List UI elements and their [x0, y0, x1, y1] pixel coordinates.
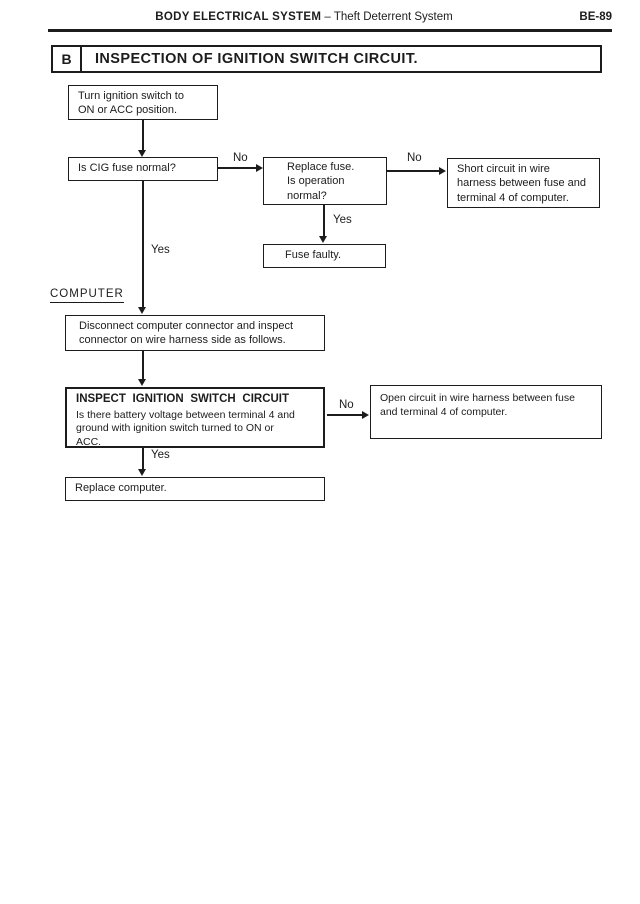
arrowhead-right-icon: [256, 164, 263, 172]
connector-replace-fuse-to-short-circuit: [387, 170, 440, 172]
arrowhead-down-icon: [319, 236, 327, 243]
connector-inspect-to-open-circuit: [327, 414, 363, 416]
flow-node-line: terminal 4 of computer.: [457, 191, 569, 204]
flow-node-fuse-faulty: [263, 244, 386, 268]
connector-inspect-to-replace-computer: [142, 448, 144, 470]
edge-label-no: No: [407, 152, 422, 164]
flow-node-line: Is there battery voltage between terminal 4 and: [76, 408, 295, 421]
flow-node-line: normal?: [287, 189, 327, 202]
flow-node-line: Replace fuse.: [287, 160, 355, 173]
flow-node-line: Disconnect computer connector and inspect: [79, 319, 294, 332]
header-dash: –: [324, 11, 331, 23]
flow-node-line: ACC.: [76, 435, 102, 448]
flow-node-line: ground with ignition switch turned to ON or: [76, 422, 274, 434]
flow-node-cig-fuse-check: [68, 157, 218, 181]
edge-label-no: No: [233, 152, 248, 164]
flow-node-short-circuit: [447, 158, 600, 208]
flow-node-line: ON or ACC position.: [78, 104, 178, 116]
flow-node-line: Fuse faulty.: [285, 249, 342, 261]
header-section-title: BODY ELECTRICAL SYSTEM: [155, 11, 322, 23]
flow-node-disconnect-computer: [65, 315, 325, 351]
arrowhead-right-icon: [362, 411, 369, 419]
header-title: [48, 11, 560, 23]
connector-cig-to-replace-fuse: [218, 167, 257, 169]
page-header: [48, 11, 612, 29]
connector-disconnect-to-inspect: [142, 351, 144, 380]
arrowhead-down-icon: [138, 150, 146, 157]
flow-node-line: Is CIG fuse normal?: [78, 162, 176, 174]
connector-turn-to-cig: [142, 120, 144, 151]
header-rule: [48, 29, 612, 32]
section-label-computer: COMPUTER: [50, 288, 124, 303]
edge-label-yes: Yes: [151, 449, 170, 461]
procedure-title: INSPECTION OF IGNITION SWITCH CIRCUIT.: [95, 51, 418, 67]
flow-node-replace-fuse: [263, 157, 387, 205]
flow-node-line: and terminal 4 of computer.: [380, 405, 508, 418]
arrowhead-right-icon: [439, 167, 446, 175]
flow-node-line: Open circuit in wire harness between fuse: [380, 391, 575, 404]
edge-label-no: No: [339, 399, 354, 411]
flow-node-turn-ignition: [68, 85, 218, 120]
flow-node-line: Replace computer.: [75, 482, 167, 494]
header-page-number: BE-89: [579, 11, 612, 23]
connector-replace-fuse-to-fuse-faulty: [323, 205, 325, 237]
flow-node-inspect-ignition-switch: [65, 387, 325, 448]
arrowhead-down-icon: [138, 379, 146, 386]
edge-label-yes: Yes: [333, 214, 352, 226]
flow-node-heading: INSPECT IGNITION SWITCH CIRCUIT: [76, 392, 290, 405]
flow-node-line: Turn ignition switch to: [78, 89, 184, 102]
flow-node-line: harness between fuse and: [457, 177, 587, 189]
flow-node-line: Short circuit in wire: [457, 162, 550, 175]
flow-node-line: Is operation: [287, 175, 345, 187]
flow-node-line: connector on wire harness side as follows.: [79, 334, 286, 346]
header-subsection-title: Theft Deterrent System: [333, 11, 453, 23]
procedure-title-bar: [51, 45, 602, 73]
arrowhead-down-icon: [138, 307, 146, 314]
arrowhead-down-icon: [138, 469, 146, 476]
flow-node-replace-computer: [65, 477, 325, 501]
procedure-step-letter: B: [53, 47, 82, 71]
connector-cig-to-disconnect: [142, 181, 144, 308]
flow-node-open-circuit: [370, 385, 602, 439]
edge-label-yes: Yes: [151, 244, 170, 256]
